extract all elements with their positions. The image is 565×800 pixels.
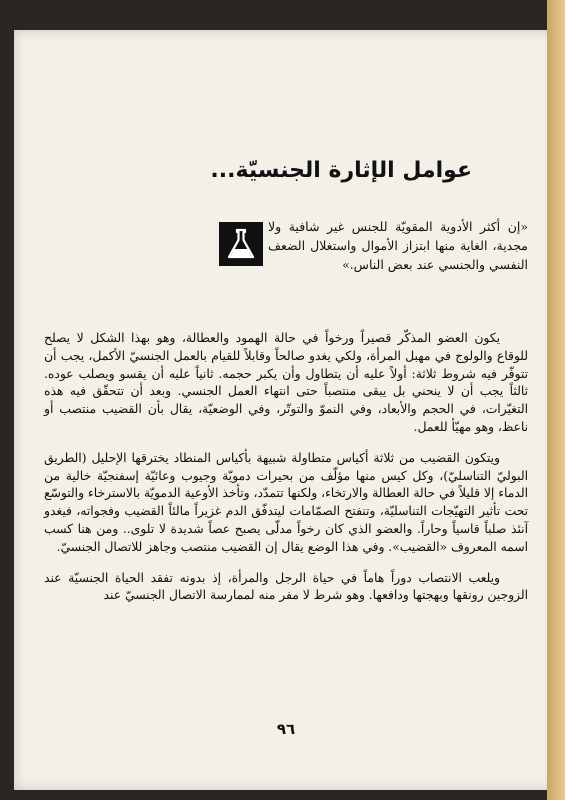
chapter-title: عوامل الإثارة الجنسيّة... (210, 158, 472, 183)
epigraph-quote: «إن أكثر الأدوية المقويّة للجنس غير شافية ولا مجدية، الغاية منها ابتزاز الأموال واستغلال الضعف النفسي والجنسي عند بعض الناس.» (268, 219, 528, 272)
flask-icon (219, 222, 263, 266)
page-number: ٩٦ (276, 720, 296, 738)
body-text (44, 330, 528, 618)
paragraph-2: ويتكون القضيب من ثلاثة أكياس متطاولة شبيهة بأكياس المنطاد يخترقها الإحليل (الطريق البوليّ التناسليّ)، وكل كيس منها مؤلّف من بحيرات دمويّة وجيوب وعائيّة إسفنجيّة خالية من الدماء إلا قليلاً في حالة العطالة والارتخاء، ولكنها تتمدّد، وتأخذ الأوعية الدمويّة بالاسترخاء والتوسّع تحت تأثير التهيّجات التناسليّة، وتنفتح الصمّامات ليتدفّق الدم غزيراً مالئاً القضيب وفجواته، فيغدو آنئذ صلباً قاسياً وحاراً. والعضو الذي كان رخواً مدلّى يصبح عصاً شديدة لا تلوى.. ومن هنا كسب اسمه المعروف «القضيب». وفي هذا الوضع يقال إن القضيب منتصب وجاهز للاتصال الجنسيّ. (44, 450, 528, 554)
paragraph-3: ويلعب الانتصاب دوراً هاماً في حياة الرجل والمرأة، إذ بدونه تفقد الحياة الجنسيّة عند الزوجين رونقها وبهجتها ودافعها. وهو شرط لا مفر منه لممارسة الاتصال الجنسيّ عند (44, 570, 528, 603)
book-edge (547, 0, 565, 800)
paragraph-1: يكون العضو المذكّر قصيراً ورخواً في حالة الهمود والعطالة، وهو بهذا الشكل لا يصلح للوقاع والولوج في مهبل المرأة، ولكي يغدو صالحاً وقابلاً للقيام بالعمل الجنسيّ الأكمل، يجب أن تتوفّر فيه شروط ثلاثة: أولاً عليه أن يتطاول وأن يكبر حجمه. ثانياً عليه أن يقسو ويصلب عوده. ثالثاً يجب أن لا ينحني بل يبقى منتصباً حتى انتهاء العمل الجنسي. وبعد أن تتحقّق فيه هذه التغيّرات، في الحجم والأبعاد، وفي النموّ والتوتّر، وفي الوضعيّة، يقال بأن القضيب منتصب أو ناعظ، وهو مهيّأ للعمل. (44, 331, 528, 434)
book-page (14, 30, 554, 790)
